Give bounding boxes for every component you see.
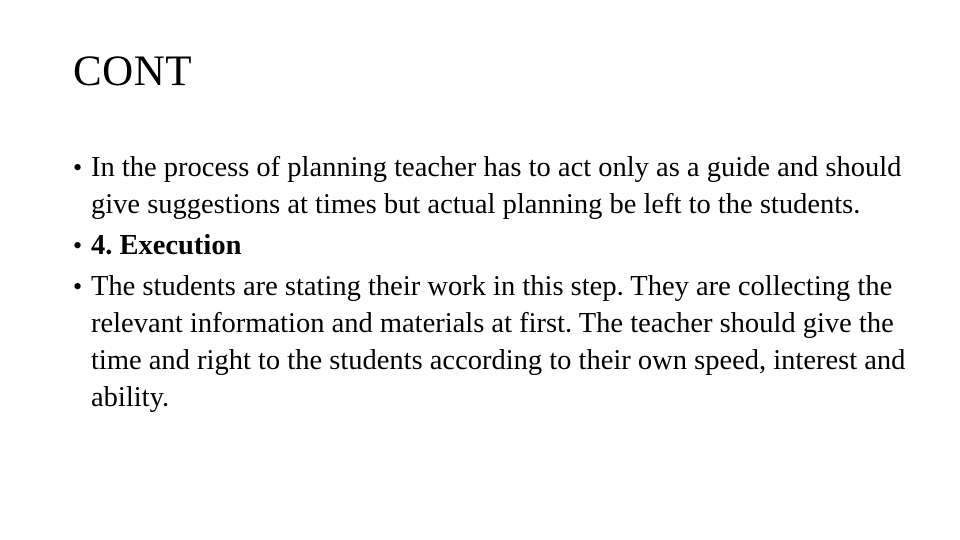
bullet-marker: • [73, 231, 83, 260]
bullet-marker: • [73, 153, 83, 182]
slide-title: CONT [73, 48, 193, 95]
bullet-heading-text: 4. Execution [91, 230, 242, 261]
bullet-marker: • [73, 272, 83, 301]
bullet-text: In the process of planning teacher has to act only as a guide and should give suggestions at times but actual planning be left to the students. [91, 152, 902, 220]
bullet-item-planning-guidance [73, 149, 913, 223]
bullet-item-execution-description [73, 268, 913, 416]
bullet-list [73, 149, 913, 420]
bullet-item-execution-heading [73, 227, 913, 264]
bullet-text: The students are stating their work in this step. They are collecting the relevant information and materials at first. The teacher should give the time and right to the students according to their own speed, interest and ability. [91, 271, 906, 413]
